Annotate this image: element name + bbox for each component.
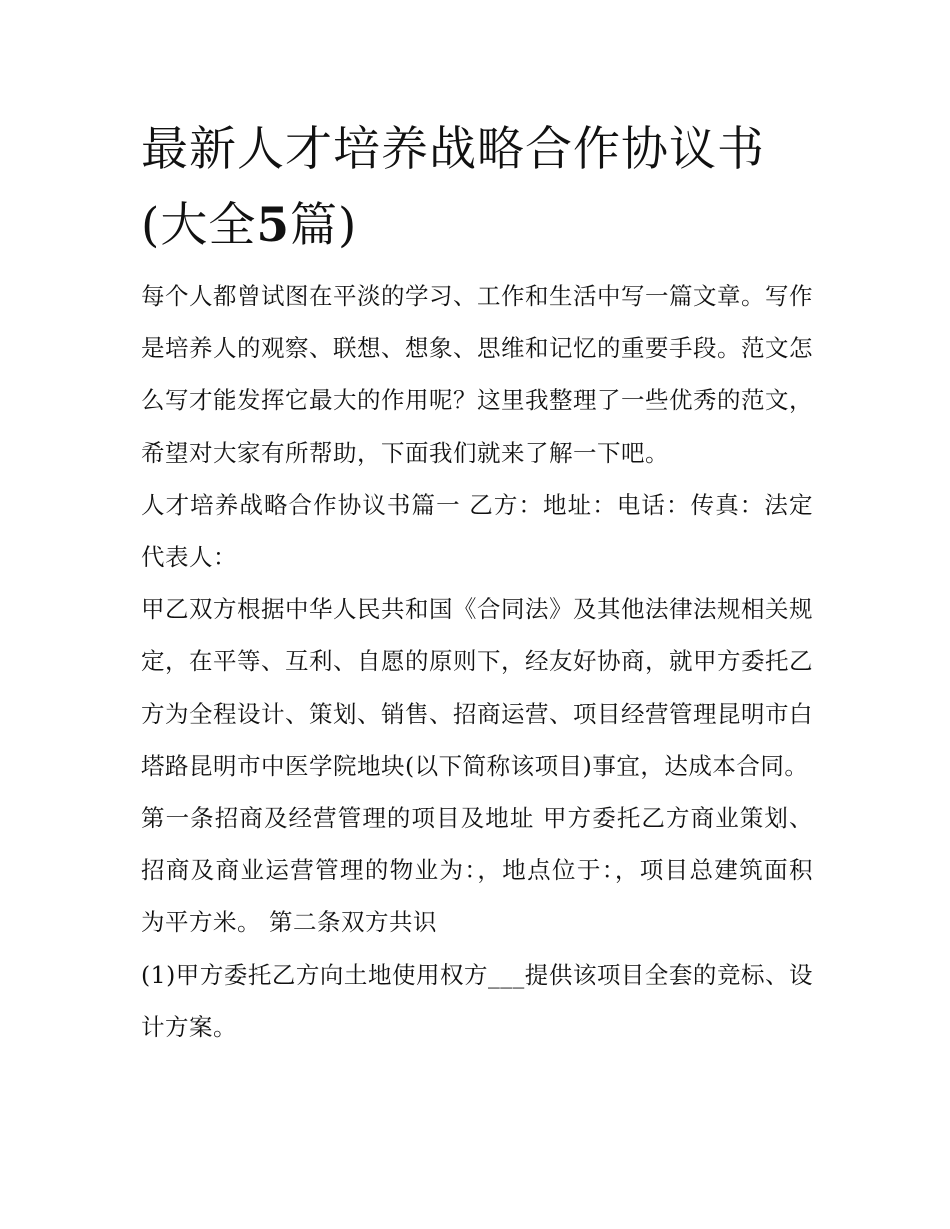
document-title bbox=[141, 112, 813, 264]
article-one-paragraph: 第一条招商及经营管理的项目及地址 甲方委托乙方商业策划、招商及商业运营管理的物业为：，地点位于：，项目总建筑面积为平方米。 第二条双方共识 bbox=[141, 804, 813, 937]
agreement-preamble-paragraph: 甲乙双方根据中华人民共和国《合同法》及其他法律法规相关规定，在平等、互利、自愿的原则下，经友好协商，就甲方委托乙方为全程设计、策划、销售、招商运营、项目经营管理昆明市白塔路昆明市中医学院地块(以下简称该项目)事宜，达成本合同。 bbox=[141, 595, 813, 780]
title-line-2-suffix: 篇) bbox=[290, 198, 358, 253]
title-line-2-prefix: (大全 bbox=[141, 198, 257, 253]
intro-paragraph: 每个人都曾试图在平淡的学习、工作和生活中写一篇文章。写作是培养人的观察、联想、想象、思维和记忆的重要手段。范文怎么写才能发挥它最大的作用呢？这里我整理了一些优秀的范文，希望对大家有所帮助，下面我们就来了解一下吧。 bbox=[141, 282, 813, 467]
title-line-1: 最新人才培养战略合作协议书 bbox=[141, 122, 765, 177]
clause-one-paragraph: (1)甲方委托乙方向土地使用权方___提供该项目全套的竞标、设计方案。 bbox=[141, 960, 813, 1041]
agreement-header-paragraph: 人才培养战略合作协议书篇一 乙方：地址：电话：传真：法定代表人： bbox=[141, 490, 813, 572]
title-line-2-number: 5 bbox=[256, 198, 291, 253]
document-page bbox=[141, 112, 813, 1053]
